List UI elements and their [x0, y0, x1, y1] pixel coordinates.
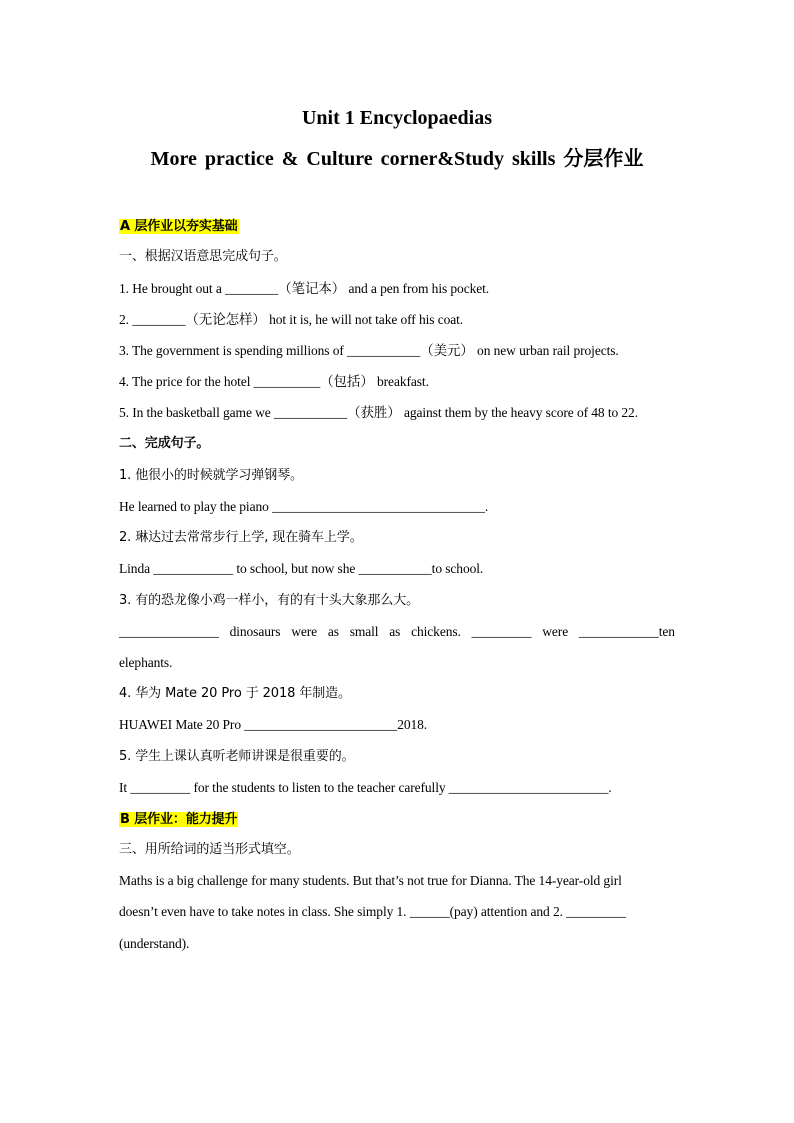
- section-b-label: B 层作业：能力提升: [120, 812, 238, 827]
- part2-q2-cn: 2. 琳达过去常常步行上学, 现在骑车上学。: [119, 530, 363, 545]
- section-a-label-row: [119, 217, 679, 236]
- q3-word: as: [389, 624, 401, 639]
- part1-item-1: 1. He brought out a ________（笔记本） and a pen from his pocket.: [119, 281, 490, 296]
- part2-q3-en: [119, 623, 675, 641]
- q3-word: ____________ten: [578, 624, 675, 639]
- q3-word: were: [542, 624, 569, 639]
- part2-q2-en: Linda ____________ to school, but now she ___________to school.: [119, 561, 484, 576]
- part3-heading: 三、用所给词的适当形式填空。: [119, 842, 300, 857]
- part1-heading: 一、根据汉语意思完成句子。: [119, 249, 287, 264]
- part1-item-2: 2. ________（无论怎样） hot it is, he will not take off his coat.: [119, 312, 464, 327]
- q3-word: dinosaurs: [229, 624, 281, 639]
- part2-q1-en: He learned to play the piano ________________________________.: [119, 499, 489, 514]
- section-a-label: A 层作业以夯实基础: [120, 219, 238, 234]
- part1-item-5: 5. In the basketball game we ___________（获胜） against them by the heavy score of 48 to 22.: [119, 405, 638, 420]
- part1-item-3: 3. The government is spending millions of ___________（美元） on new urban rail projects.: [119, 343, 619, 358]
- part2-q5-cn: 5. 学生上课认真听老师讲课是很重要的。: [119, 749, 355, 764]
- part2-q5-en: It _________ for the students to listen to the teacher carefully ________________________.: [119, 780, 612, 795]
- part3-passage-line-1: Maths is a big challenge for many students. But that’s not true for Dianna. The 14-year-old girl: [119, 873, 622, 888]
- q3-word: _________: [471, 624, 532, 639]
- part1-item-4: 4. The price for the hotel __________（包括） breakfast.: [119, 374, 429, 389]
- document-title: Unit 1 Encyclopaedias: [301, 107, 493, 129]
- q3-word: chickens.: [411, 624, 461, 639]
- part2-q3-cn: 3. 有的恐龙像小鸡一样小，有的有十头大象那么大。: [119, 593, 420, 608]
- part2-q4-en: HUAWEI Mate 20 Pro _______________________2018.: [119, 717, 428, 732]
- part3-passage-line-2: doesn’t even have to take notes in class. She simply 1. ______(pay) attention and 2. _________: [119, 904, 627, 919]
- q3-word: small: [349, 624, 379, 639]
- document-subtitle: More practice & Culture corner&Study skills 分层作业: [150, 148, 644, 170]
- part3-passage-line-3: (understand).: [119, 936, 190, 951]
- section-b-label-row: [119, 810, 679, 829]
- q3-word: _______________: [119, 624, 219, 639]
- part2-q1-cn: 1. 他很小的时候就学习弹钢琴。: [119, 468, 303, 483]
- part2-q4-cn: 4. 华为 Mate 20 Pro 于 2018 年制造。: [119, 686, 351, 701]
- part2-heading: 二、完成句子。: [119, 436, 210, 451]
- q3-word: as: [327, 624, 339, 639]
- part2-q3-en-cont: elephants.: [119, 655, 173, 670]
- q3-word: were: [291, 624, 318, 639]
